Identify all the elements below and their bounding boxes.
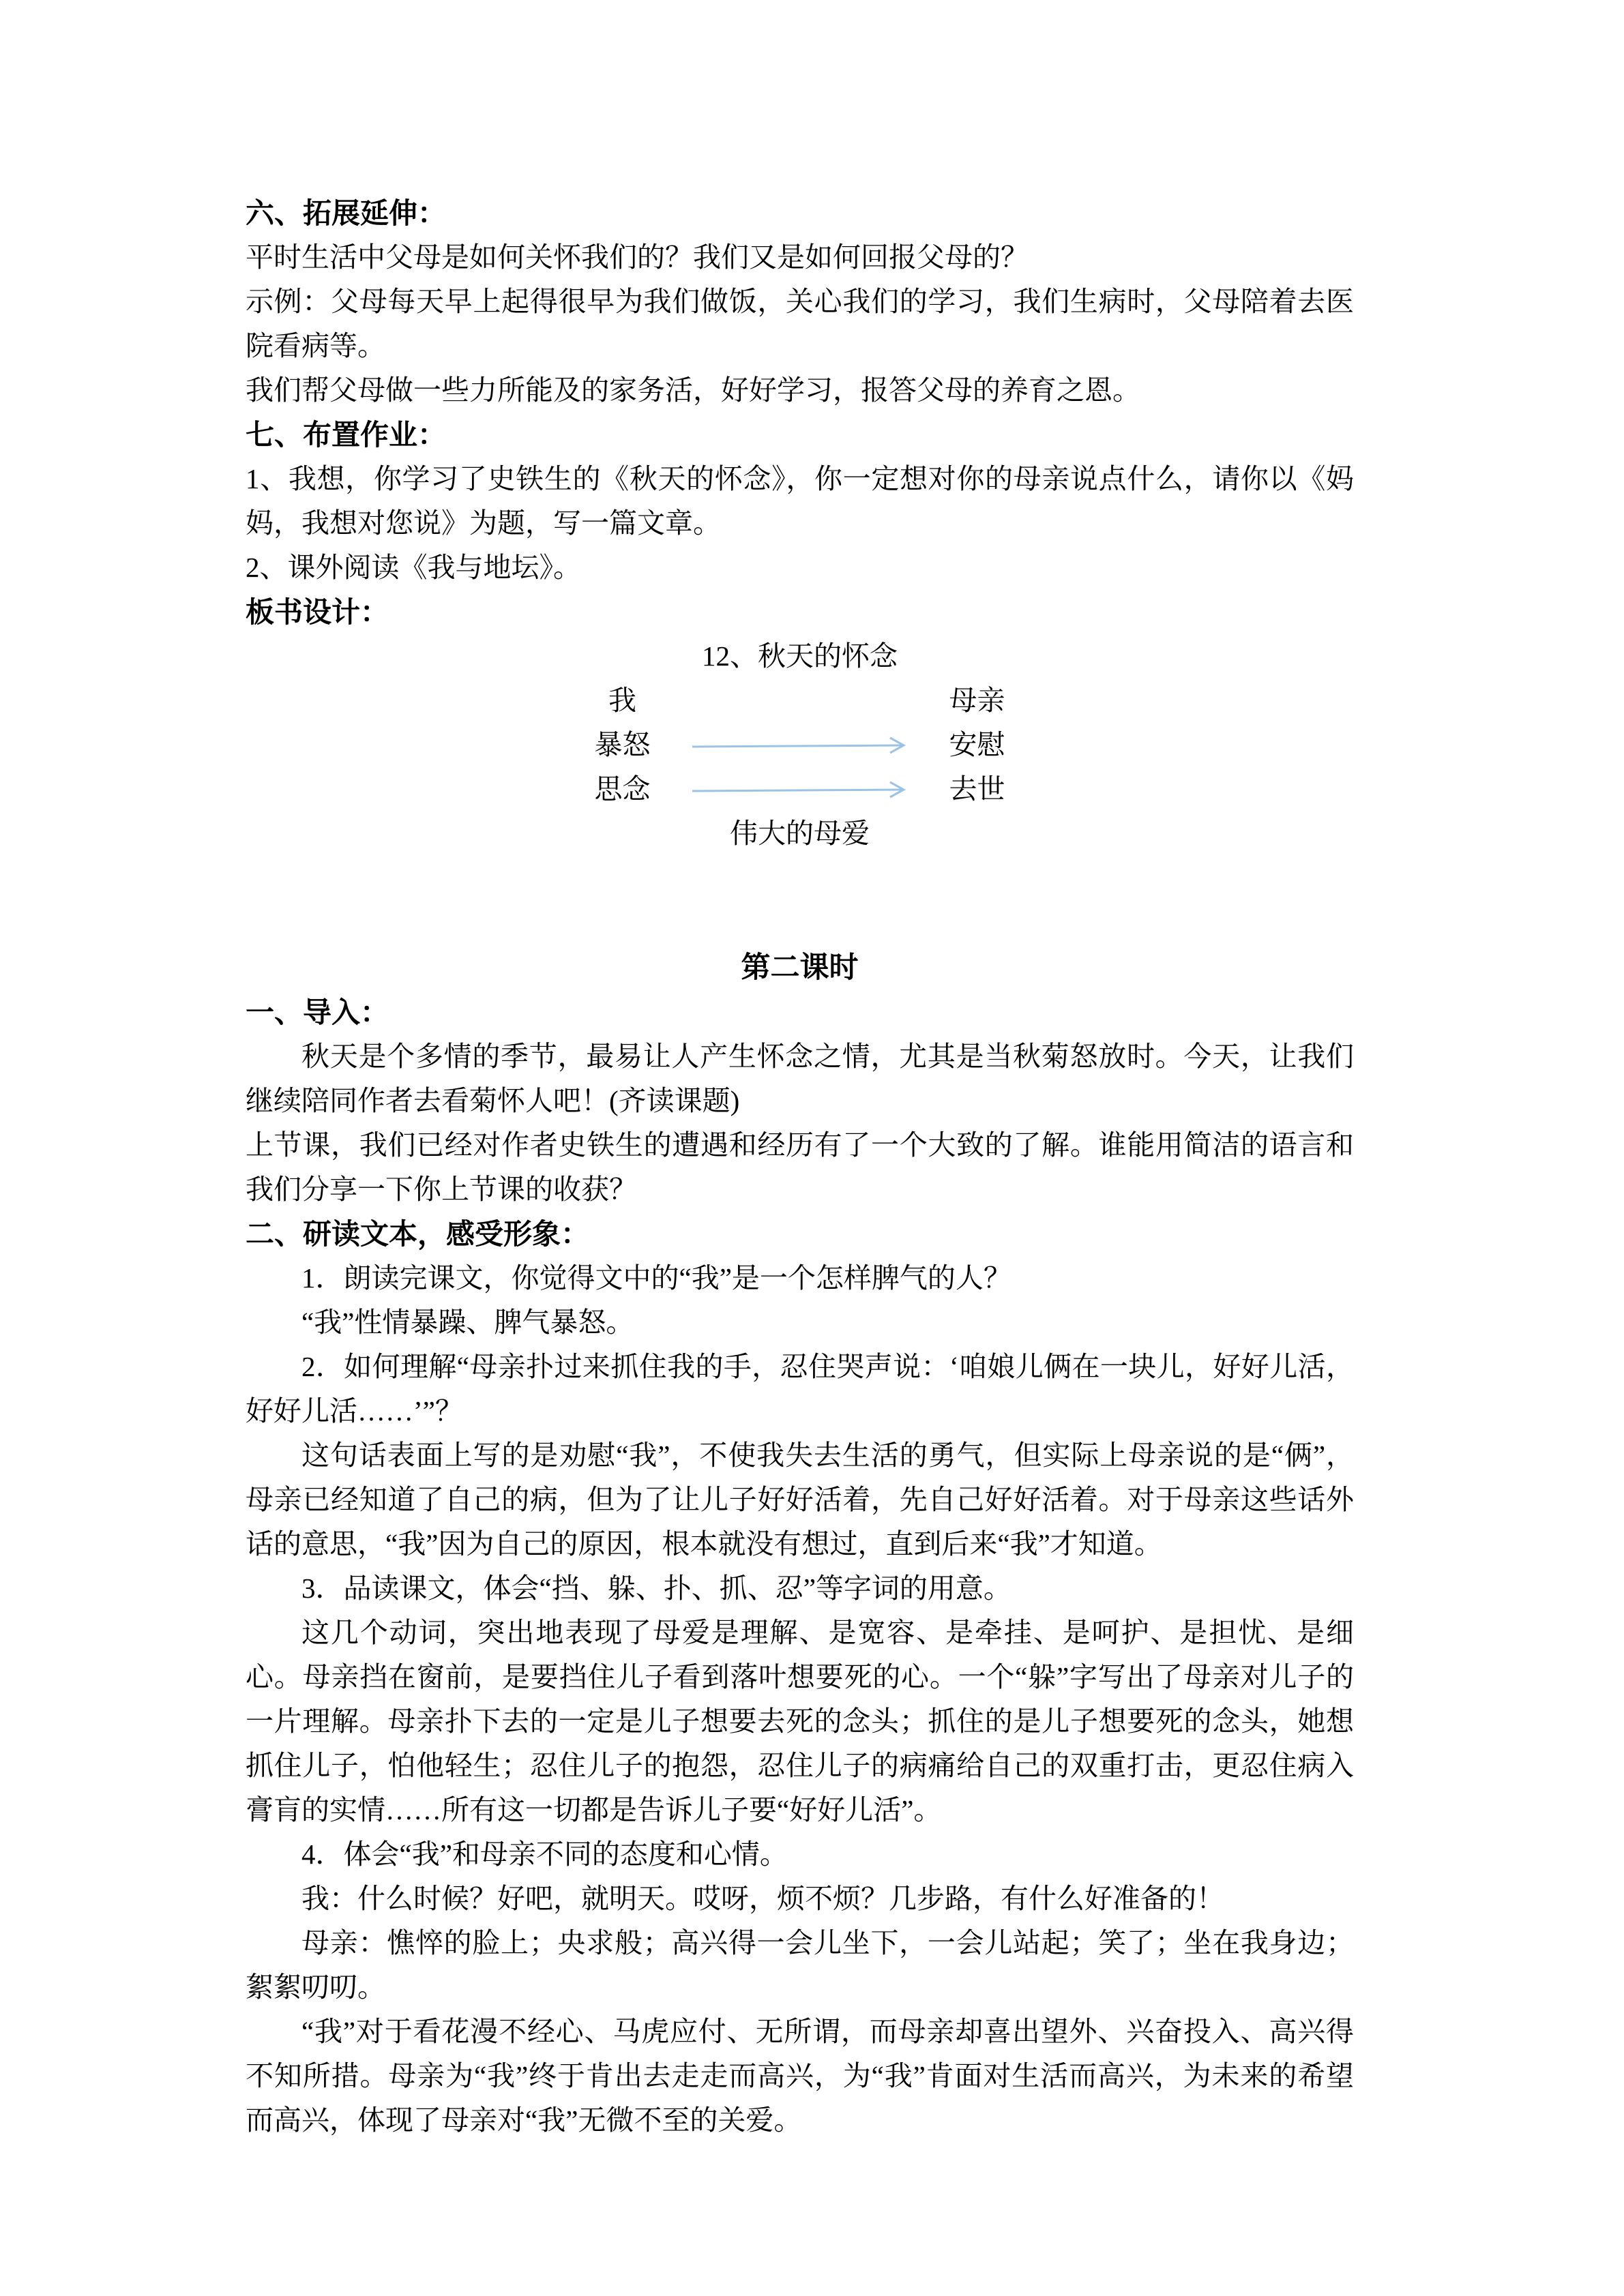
paragraph: 4．体会“我”和母亲不同的态度和心情。 <box>301 1838 788 1870</box>
right-arrow-icon <box>684 779 916 800</box>
section-expand-heading: 六、拓展延伸： <box>246 197 447 229</box>
paragraph: 1．朗读完课文，你觉得文中的“我”是一个怎样脾气的人？ <box>301 1262 1012 1294</box>
board-footer: 伟大的母爱 <box>730 818 870 849</box>
paragraph: 秋天是个多情的季节，最易让人产生怀念之情，尤其是当秋菊怒放时。今天，让我们继续陪同作者去看菊怀人吧！(齐读课题) <box>246 1041 1354 1116</box>
board-right-header: 母亲 <box>949 685 1005 716</box>
board-row-left-label: 暴怒 <box>594 729 651 760</box>
reading-heading: 二、研读文本，感受形象： <box>246 1218 590 1250</box>
paragraph: 我们帮父母做一些力所能及的家务活，好好学习，报答父母的养育之恩。 <box>246 374 1140 406</box>
paragraph: 平时生活中父母是如何关怀我们的？我们又是如何回报父母的？ <box>246 241 1029 273</box>
section-homework-heading: 七、布置作业： <box>246 419 447 451</box>
paragraph: 2、课外阅读《我与地坛》。 <box>246 552 581 583</box>
paragraph: 上节课，我们已经对作者史铁生的遭遇和经历有了一个大致的了解。谁能用简洁的语言和我们分享一下你上节课的收获？ <box>246 1129 1354 1205</box>
paragraph: 这句话表面上写的是劝慰“我”，不使我失去生活的勇气，但实际上母亲说的是“俩”，母亲已经知道了自己的病，但为了让儿子好好活着，先自己好好活着。对于母亲这些话外话的意思，“我”因为自己的原因，根本就没有想过，直到后来“我”才知道。 <box>246 1440 1354 1560</box>
lesson-two-title: 第二课时 <box>741 951 859 984</box>
right-arrow-icon <box>684 735 916 756</box>
board-row <box>246 767 1354 811</box>
intro-heading: 一、导入： <box>246 996 389 1028</box>
paragraph: “我”对于看花漫不经心、马虎应付、无所谓，而母亲却喜出望外、兴奋投入、高兴得不知所措。母亲为“我”终于肯出去走走而高兴，为“我”肯面对生活而高兴，为未来的希望而高兴，体现了母亲对“我”无微不至的关爱。 <box>246 2016 1354 2136</box>
paragraph: 母亲：憔悴的脸上；央求般；高兴得一会儿坐下，一会儿站起；笑了；坐在我身边；絮絮叨叨。 <box>246 1927 1354 2003</box>
board-row <box>246 723 1354 767</box>
board-header-row <box>246 679 1354 723</box>
board-design-diagram <box>246 634 1354 856</box>
paragraph: “我”性情暴躁、脾气暴怒。 <box>301 1307 634 1338</box>
board-row-left-label: 思念 <box>594 773 651 805</box>
board-title: 12、秋天的怀念 <box>702 640 898 672</box>
board-left-header: 我 <box>608 685 636 716</box>
blank-space <box>246 856 1354 946</box>
board-design-heading: 板书设计： <box>246 596 389 628</box>
paragraph: 示例：父母每天早上起得很早为我们做饭，关心我们的学习，我们生病时，父母陪着去医院看病等。 <box>246 286 1354 361</box>
paragraph: 3．品读课文，体会“挡、躲、扑、抓、忍”等字词的用意。 <box>301 1572 1012 1604</box>
paragraph: 这几个动词，突出地表现了母爱是理解、是宽容、是牵挂、是呵护、是担忧、是细心。母亲挡在窗前，是要挡住儿子看到落叶想要死的心。一个“躲”字写出了母亲对儿子的一片理解。母亲扑下去的一定是儿子想要去死的念头；抓住的是儿子想要死的念头，她想抓住儿子，怕他轻生；忍住儿子的抱怨，忍住儿子的病痛给自己的双重打击，更忍住病入膏肓的实情……所有这一切都是告诉儿子要“好好儿活”。 <box>246 1617 1354 1825</box>
paragraph: 2．如何理解“母亲扑过来抓住我的手，忍住哭声说：‘咱娘儿俩在一块儿，好好儿活，好好儿活……’”？ <box>246 1351 1354 1427</box>
board-row-right-label: 安慰 <box>949 729 1005 760</box>
paragraph: 1、我想，你学习了史铁生的《秋天的怀念》，你一定想对你的母亲说点什么，请你以《妈妈，我想对您说》为题，写一篇文章。 <box>246 463 1354 539</box>
board-row-right-label: 去世 <box>949 773 1005 805</box>
paragraph: 我：什么时候？好吧，就明天。哎呀，烦不烦？几步路，有什么好准备的！ <box>301 1883 1224 1914</box>
